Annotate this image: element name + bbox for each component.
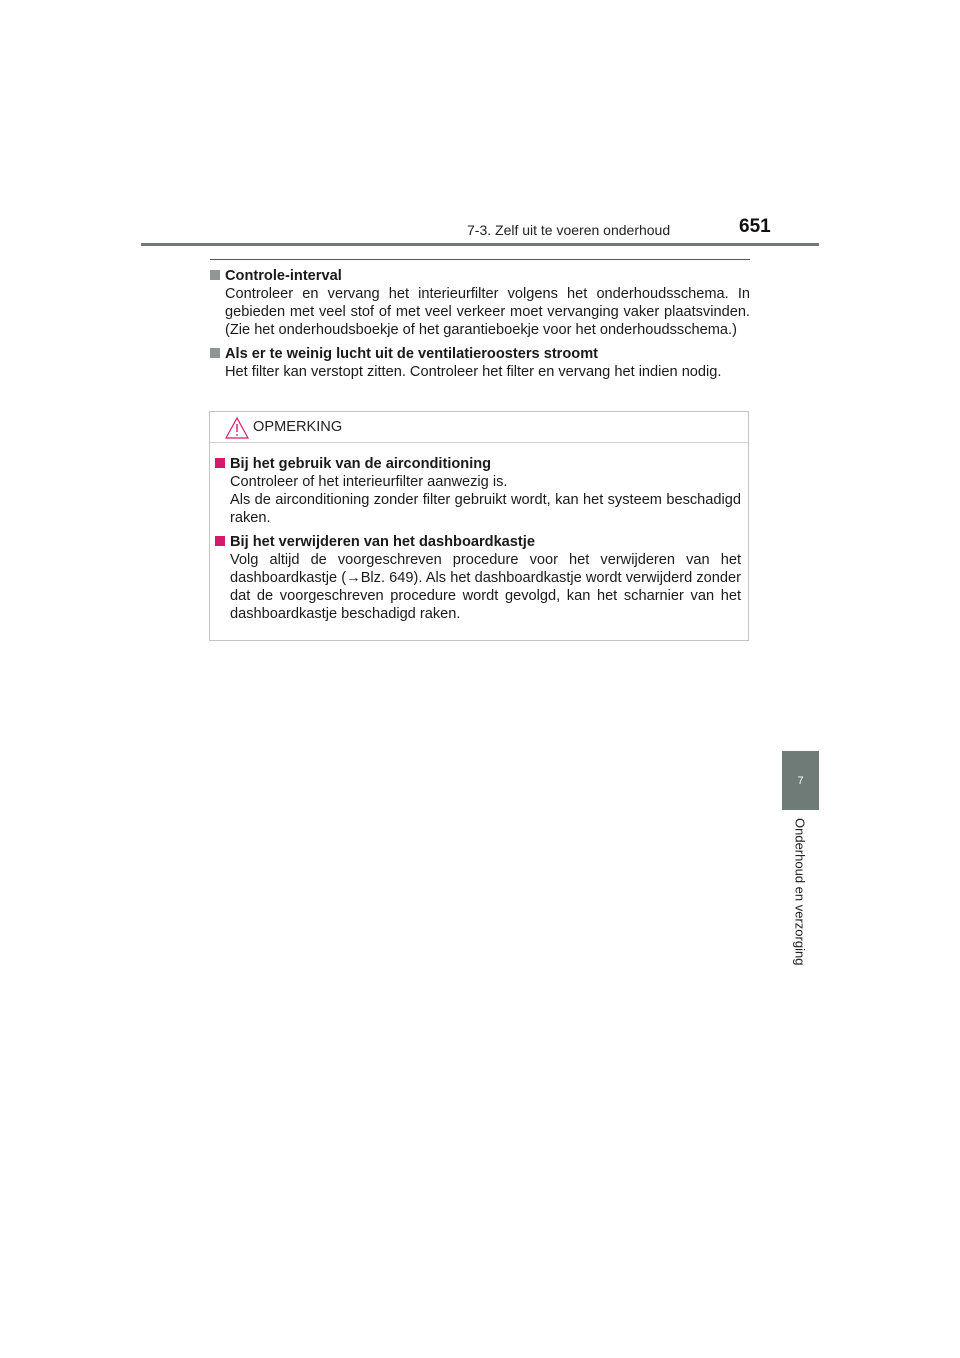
notice-item-text: [215, 473, 741, 527]
notice-box: [209, 411, 749, 641]
item-text: Controleer en vervang het interieurfilter volgens het onderhoudsschema. In gebieden met veel stof of met veel verkeer moet vervanging vaker plaatsvinden. (Zie het onderhoudsboekje of het garantieboekje voor het onderhoudsschema.): [225, 286, 750, 338]
square-bullet-icon: [215, 458, 225, 468]
notice-item-line: Als de airconditioning zonder filter gebruikt wordt, kan het systeem beschadigd raken.: [230, 492, 741, 526]
item-heading: [210, 345, 750, 363]
square-bullet-icon: [210, 348, 220, 358]
notice-item-line: Controleer of het interieurfilter aanwezig is.: [230, 474, 508, 490]
notice-title: OPMERKING: [253, 419, 343, 435]
item-text: Het filter kan verstopt zitten. Controleer het filter en vervang het indien nodig.: [225, 364, 722, 380]
square-bullet-icon: [215, 536, 225, 546]
content-body: [210, 267, 750, 387]
notice-header: [210, 412, 748, 443]
header-rule: [141, 243, 819, 246]
notice-body: [215, 455, 741, 629]
section-title: 7-3. Zelf uit te voeren onderhoud: [467, 222, 671, 238]
item-title: Controle-interval: [225, 268, 342, 284]
chapter-tab-number: 7: [782, 751, 819, 810]
notice-item-title: Bij het verwijderen van het dashboardkastje: [230, 534, 535, 550]
item-title: Als er te weinig lucht uit de ventilatieroosters stroomt: [225, 346, 599, 362]
notice-item-line: Volg altijd de voorgeschreven procedure voor het verwijderen van het dashboardkastje (→Blz. 649). Als het dashboardkastje wordt verwijderd zonder dat de voorgeschreven procedure wordt gevolgd, kan het scharnier van het dashboardkastje beschadigd raken.: [230, 552, 741, 622]
chapter-tab-label: Onderhoud en verzorging: [792, 818, 808, 966]
item-heading: [210, 267, 750, 285]
notice-item: [215, 455, 741, 527]
notice-item-title: Bij het gebruik van de airconditioning: [230, 456, 492, 472]
content-rule: [210, 259, 750, 260]
notice-item-heading: [215, 533, 741, 551]
square-bullet-icon: [210, 270, 220, 280]
warning-triangle-icon: [225, 417, 249, 439]
notice-item-heading: [215, 455, 741, 473]
list-item: [210, 345, 750, 381]
list-item: [210, 267, 750, 339]
page-number: 651: [739, 216, 771, 237]
notice-item: [215, 533, 741, 623]
notice-item-text: [215, 551, 741, 623]
